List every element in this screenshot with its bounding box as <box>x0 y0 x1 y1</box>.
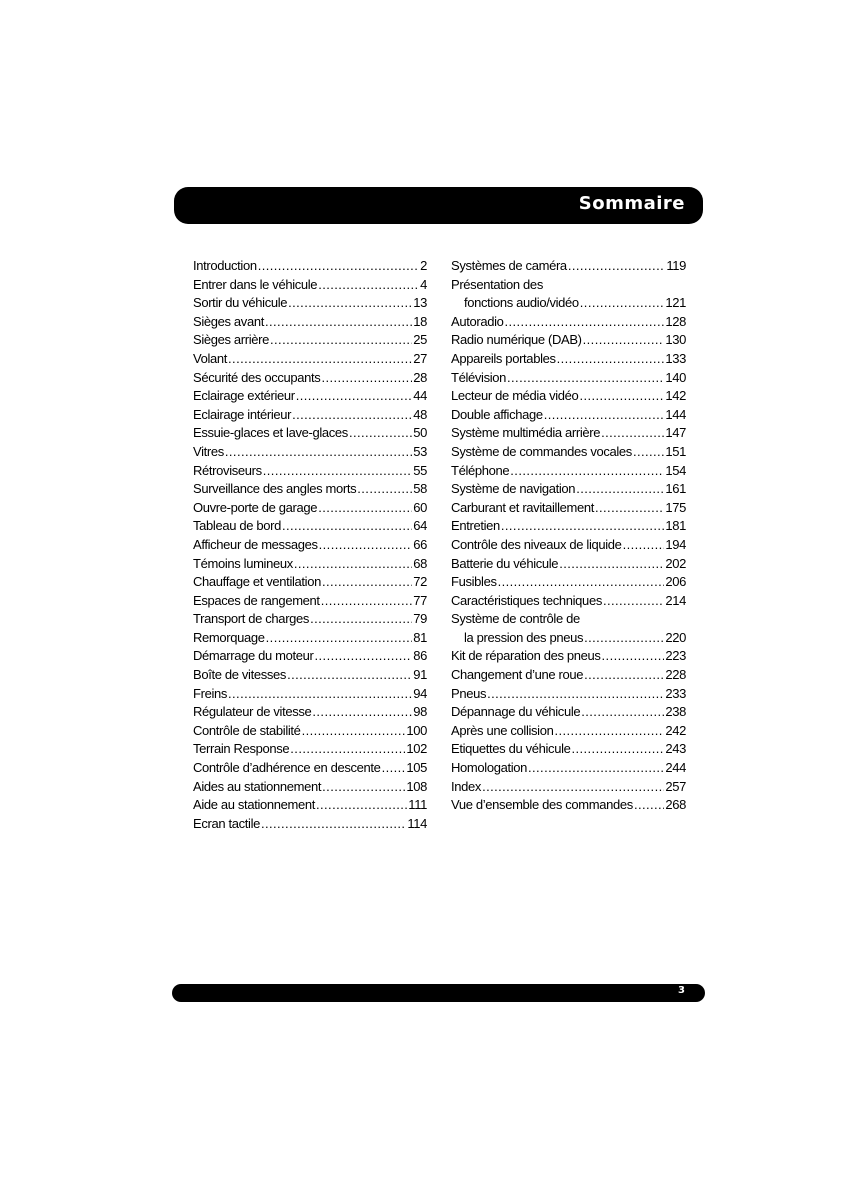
toc-entry[interactable] <box>193 778 427 797</box>
toc-entry[interactable] <box>193 350 427 369</box>
dot-leader <box>302 722 406 741</box>
dot-leader <box>603 592 664 611</box>
dot-leader <box>287 666 412 685</box>
toc-entry[interactable] <box>193 331 427 350</box>
toc-entry-title: Système multimédia arrière <box>451 425 601 441</box>
toc-entry-title: Sortir du véhicule <box>193 295 288 311</box>
toc-entry-title: Sièges arrière <box>193 332 270 348</box>
toc-entry-page: 214 <box>665 592 686 608</box>
toc-entry[interactable] <box>451 722 686 741</box>
toc-entry-page: 27 <box>413 350 427 366</box>
dot-leader <box>487 685 664 704</box>
toc-entry-title: Systèmes de caméra <box>451 258 567 273</box>
toc-entry[interactable] <box>451 666 686 685</box>
toc-entry-page: 154 <box>665 462 686 478</box>
toc-entry-page: 233 <box>665 685 686 701</box>
toc-entry-page: 2 <box>420 258 427 273</box>
toc-entry-page: 28 <box>413 369 427 385</box>
toc-entry-title: Afficheur de messages <box>193 536 318 552</box>
toc-entry-title: Régulateur de vitesse <box>193 704 312 720</box>
dot-leader <box>544 406 665 425</box>
dot-leader <box>318 276 419 295</box>
toc-entry[interactable] <box>193 443 427 462</box>
toc-entry[interactable] <box>193 536 427 555</box>
toc-entry-title: la pression des pneus <box>464 629 584 645</box>
dot-leader <box>507 369 664 388</box>
toc-entry-title: Télévision <box>451 369 507 385</box>
toc-left-column <box>193 257 427 833</box>
dot-leader <box>288 294 412 313</box>
toc-entry[interactable] <box>451 480 686 499</box>
toc-entry[interactable] <box>193 573 427 592</box>
toc-entry-title: Batterie du véhicule <box>451 555 559 571</box>
toc-entry[interactable] <box>193 703 427 722</box>
toc-entry[interactable] <box>451 313 686 332</box>
toc-entry-title: Démarrage du moteur <box>193 648 314 664</box>
dot-leader <box>601 424 664 443</box>
dot-leader <box>294 555 412 574</box>
toc-entry-title: Fusibles <box>451 574 497 590</box>
toc-entry-page: 66 <box>413 536 427 552</box>
dot-leader <box>505 313 665 332</box>
toc-entry-page: 228 <box>665 667 686 683</box>
toc-entry[interactable] <box>193 759 427 778</box>
toc-entry[interactable] <box>193 517 427 536</box>
toc-entry-title: Terrain Response <box>193 741 290 757</box>
dot-leader <box>580 294 665 313</box>
page-title: Sommaire <box>578 193 685 214</box>
toc-entry-title: Freins <box>193 685 228 701</box>
dot-leader <box>318 499 412 518</box>
page-number: 3 <box>678 985 685 996</box>
toc-entry[interactable] <box>451 796 686 815</box>
toc-entry[interactable] <box>451 443 686 462</box>
dot-leader <box>583 331 665 350</box>
toc-entry[interactable] <box>193 647 427 666</box>
toc-entry-page: 144 <box>665 406 686 422</box>
toc-entry-title: Introduction <box>193 258 257 273</box>
toc-entry[interactable] <box>451 424 686 443</box>
toc-entry-title: Système de commandes vocales <box>451 443 632 459</box>
toc-entry-title: Espaces de rangement <box>193 592 320 608</box>
toc-entry-page: 175 <box>665 499 686 515</box>
dot-leader <box>501 517 664 536</box>
dot-leader <box>581 703 664 722</box>
toc-entry-page: 147 <box>665 425 686 441</box>
toc-entry-title: Témoins lumineux <box>193 555 293 571</box>
toc-entry-title: Double affichage <box>451 406 543 422</box>
dot-leader <box>292 406 412 425</box>
toc-entry-page: 243 <box>665 741 686 757</box>
toc-entry-title: Index <box>451 778 482 794</box>
toc-entry-title: fonctions audio/vidéo <box>464 295 579 311</box>
toc-entry-title: Eclairage intérieur <box>193 406 292 422</box>
toc-entry[interactable] <box>193 592 427 611</box>
toc-entry-page: 121 <box>665 295 686 311</box>
toc-entry-title: Vue d’ensemble des commandes <box>451 797 633 813</box>
toc-entry-title: Appareils portables <box>451 350 556 366</box>
dot-leader <box>321 592 413 611</box>
toc-entry-page: 206 <box>665 574 686 590</box>
toc-entry[interactable] <box>451 647 686 666</box>
toc-entry-title: Kit de réparation des pneus <box>451 648 601 664</box>
toc-entry-page: 181 <box>665 518 686 534</box>
toc-entry[interactable] <box>451 406 686 425</box>
toc-entry-page: 244 <box>665 760 686 776</box>
dot-leader <box>349 424 412 443</box>
toc-entry-title-line1: Système de contrôle de <box>451 611 580 627</box>
toc-entry-page: 48 <box>413 406 427 422</box>
toc-entry-page: 142 <box>665 388 686 404</box>
toc-entry-title: Rétroviseurs <box>193 462 262 478</box>
toc-entry[interactable] <box>193 555 427 574</box>
dot-leader <box>584 666 664 685</box>
toc-entry[interactable] <box>451 685 686 704</box>
toc-entry-page: 130 <box>665 332 686 348</box>
toc-entry[interactable] <box>451 592 686 611</box>
toc-entry-page: 151 <box>665 443 686 459</box>
toc-entry[interactable] <box>451 703 686 722</box>
toc-entry-title: Contrôle d’adhérence en descente <box>193 760 381 776</box>
dot-leader <box>572 740 665 759</box>
dot-leader <box>634 796 664 815</box>
toc-entry[interactable] <box>451 629 686 648</box>
toc-entry-page: 77 <box>413 592 427 608</box>
toc-entry-page: 128 <box>665 313 686 329</box>
toc-entry-title: Vitres <box>193 443 224 459</box>
toc-entry-page: 161 <box>665 481 686 497</box>
toc-entry-title: Contrôle de stabilité <box>193 722 301 738</box>
toc-entry-title: Sécurité des occupants <box>193 369 321 385</box>
toc-entry[interactable] <box>451 555 686 574</box>
toc-entry-page: 44 <box>413 388 427 404</box>
toc-entry-page: 79 <box>413 611 427 627</box>
toc-entry-page: 94 <box>413 685 427 701</box>
toc-entry-page: 98 <box>413 704 427 720</box>
toc-entry-title: Entrer dans le véhicule <box>193 276 318 292</box>
dot-leader <box>633 443 664 462</box>
toc-entry-title: Pneus <box>451 685 487 701</box>
dot-leader <box>498 573 665 592</box>
toc-entry[interactable] <box>451 462 686 481</box>
toc-entry[interactable] <box>193 313 427 332</box>
toc-entry[interactable] <box>193 294 427 313</box>
toc-entry-title: Lecteur de média vidéo <box>451 388 579 404</box>
toc-entry[interactable] <box>451 294 686 313</box>
toc-entry-page: 53 <box>413 443 427 459</box>
toc-entry-page: 133 <box>665 350 686 366</box>
toc-entry[interactable] <box>193 815 427 834</box>
toc-entry-title: Transport de charges <box>193 611 310 627</box>
dot-leader <box>602 647 665 666</box>
toc-entry-page: 25 <box>413 332 427 348</box>
toc-entry[interactable] <box>193 424 427 443</box>
toc-entry[interactable] <box>451 740 686 759</box>
toc-entry[interactable] <box>451 573 686 592</box>
toc-entry-page: 13 <box>413 295 427 311</box>
dot-leader <box>263 462 412 481</box>
toc-entry-title: Boîte de vitesses <box>193 667 287 683</box>
dot-leader <box>568 257 666 276</box>
toc-entry-title: Contrôle des niveaux de liquide <box>451 536 622 552</box>
toc-entry-page: 119 <box>666 258 686 273</box>
toc-entry-page: 64 <box>413 518 427 534</box>
toc-entry-title: Remorquage <box>193 629 265 645</box>
toc-entry[interactable] <box>451 350 686 369</box>
toc-entry-page: 91 <box>413 667 427 683</box>
toc-entry-page: 111 <box>408 797 427 813</box>
dot-leader <box>228 685 412 704</box>
toc-entry[interactable] <box>451 778 686 797</box>
toc-entry-page: 72 <box>413 574 427 590</box>
dot-leader <box>265 313 412 332</box>
toc-entry-title: Ouvre-porte de garage <box>193 499 318 515</box>
toc-entry[interactable] <box>193 685 427 704</box>
dot-leader <box>322 573 412 592</box>
toc-entry[interactable] <box>193 480 427 499</box>
toc-entry-page: 268 <box>665 797 686 813</box>
dot-leader <box>310 610 412 629</box>
toc-entry-page: 81 <box>413 629 427 645</box>
dot-leader <box>261 815 406 834</box>
toc-entry-page: 223 <box>665 648 686 664</box>
dot-leader <box>322 778 405 797</box>
toc-entry-title: Aides au stationnement <box>193 778 322 794</box>
toc-entry-title: Homologation <box>451 760 528 776</box>
toc-entry-page: 102 <box>406 741 427 757</box>
toc-entry-page: 86 <box>413 648 427 664</box>
toc-entry[interactable] <box>193 610 427 629</box>
dot-leader <box>357 480 412 499</box>
toc-entry-page: 202 <box>665 555 686 571</box>
toc-entry-page: 140 <box>665 369 686 385</box>
toc-entry[interactable] <box>193 666 427 685</box>
toc-entry[interactable] <box>193 406 427 425</box>
dot-leader <box>382 759 406 778</box>
toc-entry-page: 100 <box>406 722 427 738</box>
toc-entry[interactable] <box>193 499 427 518</box>
dot-leader <box>510 462 664 481</box>
toc-entry-page: 50 <box>413 425 427 441</box>
dot-leader <box>557 350 665 369</box>
toc-entry-title: Etiquettes du véhicule <box>451 741 571 757</box>
toc-entry[interactable] <box>451 536 686 555</box>
dot-leader <box>315 647 413 666</box>
toc-entry-title-line1: Présentation des <box>451 276 543 292</box>
toc-entry[interactable] <box>193 276 427 295</box>
dot-leader <box>225 443 412 462</box>
toc-entry[interactable] <box>193 462 427 481</box>
dot-leader <box>258 257 419 276</box>
header-bar <box>174 187 703 224</box>
toc-entry-title: Dépannage du véhicule <box>451 704 581 720</box>
toc-entry[interactable] <box>451 517 686 536</box>
toc-entry[interactable] <box>193 796 427 815</box>
dot-leader <box>319 536 413 555</box>
dot-leader <box>290 740 405 759</box>
toc-entry-title: Surveillance des angles morts <box>193 481 357 497</box>
toc-entry-page: 68 <box>413 555 427 571</box>
toc-entry[interactable] <box>193 369 427 388</box>
dot-leader <box>282 517 412 536</box>
toc-entry-title: Changement d’une roue <box>451 667 584 683</box>
toc-right-column <box>451 257 686 815</box>
dot-leader <box>321 369 412 388</box>
toc-entry[interactable] <box>451 759 686 778</box>
toc-entry-page: 257 <box>665 778 686 794</box>
toc-entry-title: Sièges avant <box>193 313 264 329</box>
toc-entry-page: 18 <box>413 313 427 329</box>
toc-entry-page: 58 <box>413 481 427 497</box>
toc-entry-page: 4 <box>420 276 427 292</box>
dot-leader <box>266 629 413 648</box>
dot-leader <box>316 796 407 815</box>
toc-entry-title: Ecran tactile <box>193 815 260 831</box>
dot-leader <box>559 555 664 574</box>
toc-entry-title: Volant <box>193 350 228 366</box>
toc-entry-title: Après une collision <box>451 722 554 738</box>
toc-entry-title: Autoradio <box>451 313 504 329</box>
toc-entry[interactable] <box>193 629 427 648</box>
toc-entry-title: Eclairage extérieur <box>193 388 295 404</box>
dot-leader <box>595 499 664 518</box>
dot-leader <box>228 350 412 369</box>
dot-leader <box>312 703 412 722</box>
toc-entry-title: Aide au stationnement <box>193 797 316 813</box>
toc-entry[interactable] <box>193 722 427 741</box>
toc-entry-page: 220 <box>665 629 686 645</box>
toc-entry[interactable] <box>451 331 686 350</box>
dot-leader <box>579 387 664 406</box>
toc-entry[interactable] <box>193 387 427 406</box>
toc-entry-title: Système de navigation <box>451 481 576 497</box>
toc-entry-title: Carburant et ravitaillement <box>451 499 595 515</box>
toc-entry-title: Téléphone <box>451 462 510 478</box>
toc-entry-title: Radio numérique (DAB) <box>451 332 582 348</box>
toc-entry-page: 194 <box>665 536 686 552</box>
toc-entry-title: Tableau de bord <box>193 518 281 534</box>
toc-entry[interactable] <box>451 369 686 388</box>
toc-entry-page: 60 <box>413 499 427 515</box>
dot-leader <box>576 480 664 499</box>
toc-entry-title: Entretien <box>451 518 500 534</box>
toc-entry-page: 108 <box>406 778 427 794</box>
toc-entry-title: Chauffage et ventilation <box>193 574 321 590</box>
toc-entry-page: 238 <box>665 704 686 720</box>
toc-entry-page: 242 <box>665 722 686 738</box>
dot-leader <box>554 722 664 741</box>
toc-entry[interactable] <box>451 387 686 406</box>
toc-entry-page: 55 <box>413 462 427 478</box>
dot-leader <box>296 387 412 406</box>
toc-entry[interactable] <box>193 740 427 759</box>
toc-entry[interactable] <box>193 257 427 276</box>
toc-entry[interactable] <box>451 257 686 276</box>
footer-bar <box>172 984 705 1002</box>
toc-entry[interactable] <box>451 499 686 518</box>
dot-leader <box>584 629 664 648</box>
toc-entry-page: 114 <box>407 815 427 831</box>
dot-leader <box>270 331 412 350</box>
dot-leader <box>482 778 664 797</box>
dot-leader <box>528 759 664 778</box>
toc-entry-page: 105 <box>406 760 427 776</box>
toc-entry-title: Essuie-glaces et lave-glaces <box>193 425 348 441</box>
dot-leader <box>623 536 665 555</box>
toc-entry-title: Caractéristiques techniques <box>451 592 602 608</box>
